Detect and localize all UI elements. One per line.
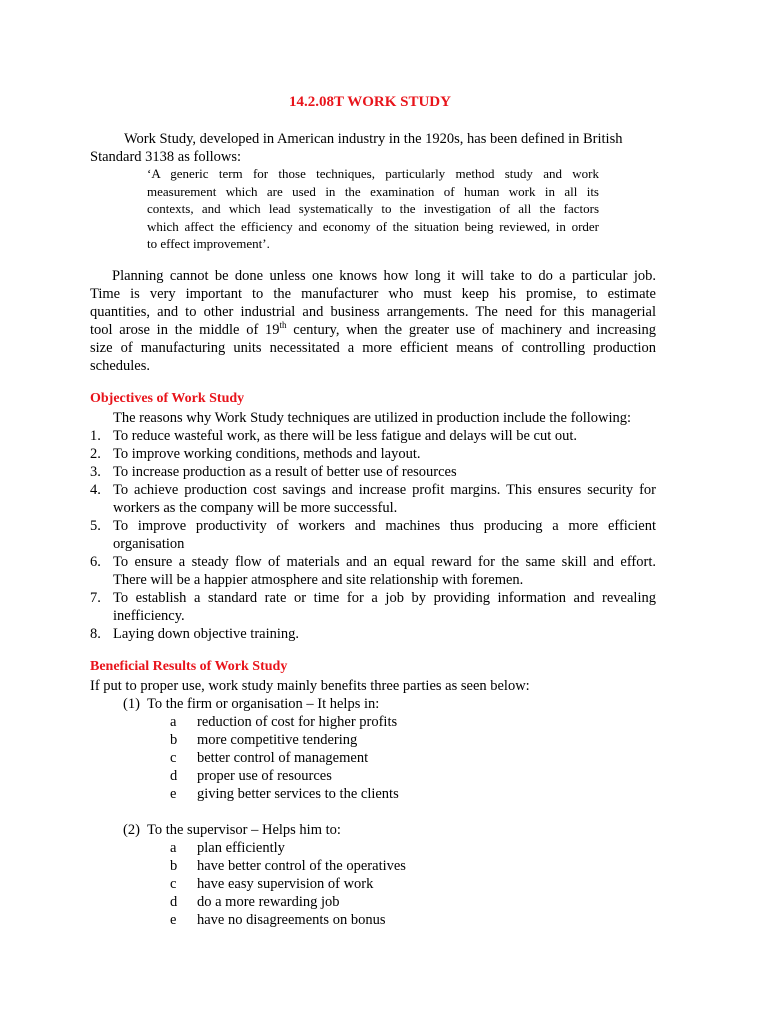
item-letter: d (170, 894, 178, 910)
list-item-number: 4. (90, 482, 101, 498)
benefit-group-firm (0, 695, 768, 805)
list-item-text: To increase production as a result of better use of resources (113, 464, 457, 480)
list-item-text: To improve working conditions, methods and layout. (113, 446, 421, 462)
item-letter: c (170, 876, 177, 892)
list-item-number: 1. (90, 428, 101, 444)
list-item (113, 445, 656, 463)
item-text: have no disagreements on bonus (197, 912, 386, 928)
objectives-heading: Objectives of Work Study (90, 391, 245, 406)
item-letter: b (170, 732, 178, 748)
list-item-number: 8. (90, 626, 101, 642)
list-item-text: Laying down objective training. (113, 626, 300, 642)
item-letter: a (170, 840, 177, 856)
list-item-text: organisation (113, 536, 185, 552)
objectives-intro: The reasons why Work Study techniques are utilized in production include the following: (113, 410, 632, 426)
list-item (113, 463, 656, 481)
list-item-number: 5. (90, 518, 101, 534)
item-text: do a more rewarding job (197, 894, 340, 910)
objectives-list (0, 427, 768, 647)
planning-paragraph (90, 285, 656, 375)
beneficial-heading: Beneficial Results of Work Study (90, 659, 288, 674)
definition-quote (147, 165, 599, 253)
item-text: giving better services to the clients (197, 786, 399, 802)
item-letter: d (170, 768, 178, 784)
list-item-number: 6. (90, 554, 101, 570)
list-item-text: To reduce wasteful work, as there will be less fatigue and delays will be cut out. (113, 428, 578, 444)
list-item-text: To improve productivity of workers and machines thus producing a more efficient (113, 518, 656, 534)
planning-line-4-pre: tool arose in the middle of 19 (90, 322, 280, 338)
list-item-number: 2. (90, 446, 101, 462)
quote-line: ‘A generic term for those techniques, particularly method study and work (147, 166, 599, 181)
item-letter: e (170, 786, 177, 802)
item-text: have easy supervision of work (197, 876, 374, 892)
group-label: To the supervisor – Helps him to: (147, 822, 341, 838)
list-item-text: To ensure a steady flow of materials and an equal reward for the same skill and effort. (113, 554, 656, 570)
beneficial-intro: If put to proper use, work study mainly benefits three parties as seen below: (90, 678, 530, 694)
planning-line-1: Planning cannot be done unless one knows how long it will take to do a particular job. (112, 268, 656, 284)
list-item-number: 7. (90, 590, 101, 606)
superscript-th: th (279, 320, 287, 330)
list-item-text: workers as the company will be more successful. (113, 500, 398, 516)
intro-line-1: Work Study, developed in American industry in the 1920s, has been defined in British (124, 131, 623, 147)
list-item-text: To establish a standard rate or time for a job by providing information and revealing (113, 590, 656, 606)
list-item (113, 553, 656, 589)
list-item (113, 517, 656, 553)
planning-line: schedules. (90, 358, 150, 374)
item-text: better control of management (197, 750, 369, 766)
page-title: 14.2.08T WORK STUDY (289, 94, 451, 110)
item-text: have better control of the operatives (197, 858, 406, 874)
list-item-number: 3. (90, 464, 101, 480)
planning-line: Time is very important to the manufacturer who must keep his promise, to estimate (90, 286, 656, 302)
planning-line-4-post: century, when the greater use of machinery and increasing (286, 322, 656, 338)
planning-line: quantities, and to other industrial and business arrangements. The need for this managerial (90, 304, 656, 320)
list-item (113, 589, 656, 625)
list-item-text: inefficiency. (113, 608, 185, 624)
group-number: (1) (123, 696, 140, 712)
planning-line: size of manufacturing units necessitated a more efficient means of controlling production (90, 340, 656, 356)
planning-line-4 (90, 321, 656, 339)
item-text: proper use of resources (197, 768, 332, 784)
item-letter: e (170, 912, 177, 928)
list-item (113, 625, 656, 643)
item-text: more competitive tendering (197, 732, 358, 748)
quote-line: which affect the efficiency and economy of the situation being reviewed, in order (147, 218, 599, 234)
quote-line: measurement which are used in the examination of human work in all its (147, 183, 599, 199)
group-number: (2) (123, 822, 140, 838)
list-item-text: There will be a happier atmosphere and site relationship with foremen. (113, 572, 524, 588)
item-text: plan efficiently (197, 840, 285, 856)
item-text: reduction of cost for higher profits (197, 714, 398, 730)
intro-line-2: Standard 3138 as follows: (90, 149, 242, 165)
benefit-group-supervisor (0, 821, 768, 931)
list-item (113, 427, 656, 445)
item-letter: a (170, 714, 177, 730)
list-item (113, 481, 656, 517)
list-item-text: To achieve production cost savings and increase profit margins. This ensures security for (113, 482, 656, 498)
quote-line: contexts, and which lead systematically to the investigation of all the factors (147, 201, 599, 216)
quote-line: to effect improvement’. (147, 236, 270, 251)
item-letter: c (170, 750, 177, 766)
group-label: To the firm or organisation – It helps in: (147, 696, 380, 712)
item-letter: b (170, 858, 178, 874)
